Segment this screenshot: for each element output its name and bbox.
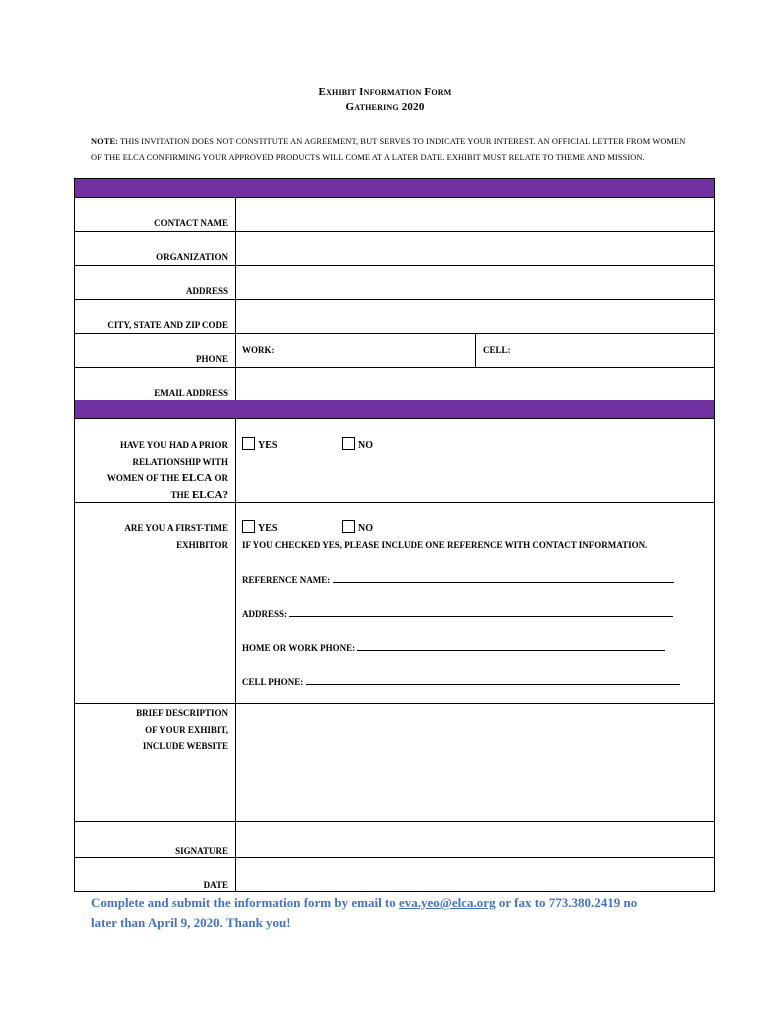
- address-label: ADDRESS: [185, 286, 228, 296]
- work-phone-field[interactable]: WORK:: [242, 345, 275, 355]
- first-time-line1: ARE YOU A FIRST-TIME: [124, 523, 228, 533]
- organization-label: ORGANIZATION: [156, 252, 228, 262]
- reference-name-label: REFERENCE NAME:: [242, 575, 331, 585]
- phone-label: PHONE: [195, 354, 228, 364]
- checkbox-icon[interactable]: [242, 437, 255, 450]
- exhibit-description-label: [75, 705, 228, 755]
- form-subtitle: Gathering 2020: [345, 101, 425, 113]
- reference-address-label: ADDRESS:: [242, 609, 288, 619]
- prior-relationship-label: [75, 437, 228, 503]
- organization-field[interactable]: [236, 232, 714, 265]
- exhibit-description-field[interactable]: [236, 704, 714, 821]
- prior-relationship-line1: HAVE YOU HAD A PRIOR: [119, 440, 228, 450]
- reference-name-line[interactable]: [333, 574, 674, 583]
- date-field[interactable]: [236, 858, 714, 891]
- prior-relationship-yes-option[interactable]: [242, 437, 277, 451]
- home-work-phone-field[interactable]: [242, 642, 665, 653]
- contact-name-field[interactable]: [236, 198, 714, 231]
- reference-instructions: IF YOU CHECKED YES, PLEASE INCLUDE ONE REFERENCE WITH CONTACT INFORMATION.: [242, 540, 648, 550]
- prior-relationship-line4: [75, 487, 228, 504]
- reference-address-line[interactable]: [289, 608, 673, 617]
- note-paragraph: [91, 134, 691, 165]
- description-line3: INCLUDE WEBSITE: [142, 741, 228, 751]
- header-band: [75, 179, 714, 198]
- description-line2: OF YOUR EXHIBIT,: [145, 724, 228, 735]
- first-time-exhibitor-label: [75, 520, 228, 553]
- first-time-line2: EXHIBITOR: [176, 539, 228, 550]
- reference-name-field[interactable]: [242, 574, 674, 585]
- note-text: THIS INVITATION DOES NOT CONSTITUTE AN AGREEMENT, BUT SERVES TO INDICATE YOUR INTEREST. AN OFFICIAL LETTER FROM WOMEN OF THE ELCA CONFIRMING YOUR APPROVED PRODUCTS WILL COME AT A LATER DATE. EXHIBIT MUST RELATE TO THEME AND MISSION.: [91, 137, 686, 162]
- reference-address-field[interactable]: [242, 608, 673, 619]
- prior-relationship-line2: RELATIONSHIP WITH: [132, 456, 228, 467]
- checkbox-icon[interactable]: [242, 520, 255, 533]
- contact-name-label: CONTACT NAME: [154, 218, 228, 228]
- yes-label: YES: [258, 523, 278, 534]
- signature-field[interactable]: [236, 822, 714, 857]
- no-label: NO: [358, 523, 373, 534]
- row-line: [75, 333, 714, 334]
- first-time-no-option[interactable]: [342, 520, 373, 534]
- email-link[interactable]: eva.yeo@elca.org: [399, 895, 496, 910]
- address-field[interactable]: [236, 266, 714, 299]
- reference-cell-phone-label: CELL PHONE:: [242, 677, 304, 687]
- city-state-zip-field[interactable]: [236, 300, 714, 333]
- description-line1: BRIEF DESCRIPTION: [136, 708, 228, 718]
- reference-cell-phone-field[interactable]: [242, 676, 680, 687]
- city-state-zip-label: CITY, STATE AND ZIP CODE: [107, 320, 228, 330]
- yes-label: YES: [258, 440, 278, 451]
- prior-relationship-no-option[interactable]: [342, 437, 373, 451]
- prior-relationship-line4a: THE: [170, 489, 190, 500]
- email-address-label: EMAIL ADDRESS: [154, 388, 228, 398]
- prior-relationship-line3c: OR: [214, 473, 228, 483]
- cell-phone-field[interactable]: CELL:: [483, 345, 511, 355]
- section-band: [75, 400, 714, 419]
- home-work-phone-line[interactable]: [357, 642, 665, 651]
- phone-divider: [475, 333, 476, 367]
- first-time-yes-option[interactable]: [242, 520, 277, 534]
- submission-instructions: [91, 893, 651, 933]
- prior-relationship-line4b: ELCA?: [191, 488, 228, 501]
- footer-text-start: Complete and submit the information form by email to: [91, 895, 400, 910]
- checkbox-icon[interactable]: [342, 437, 355, 450]
- date-label: DATE: [203, 880, 228, 890]
- form-title: Exhibit Information Form: [318, 86, 452, 98]
- checkbox-icon[interactable]: [342, 520, 355, 533]
- prior-relationship-line3a: WOMEN OF THE: [106, 473, 180, 483]
- email-address-field[interactable]: [236, 368, 714, 400]
- home-work-phone-label: HOME OR WORK PHONE:: [242, 643, 356, 653]
- exhibit-form-table: [74, 178, 715, 892]
- no-label: NO: [358, 440, 373, 451]
- signature-label: SIGNATURE: [175, 846, 228, 856]
- note-label: NOTE:: [91, 137, 119, 146]
- reference-cell-phone-line[interactable]: [306, 676, 680, 685]
- prior-relationship-line3b: ELCA: [181, 472, 213, 484]
- footer-text-end: or fax to 773.380.2419 no later than April 9, 2020. Thank you!: [91, 895, 638, 930]
- prior-relationship-line3: [75, 470, 228, 487]
